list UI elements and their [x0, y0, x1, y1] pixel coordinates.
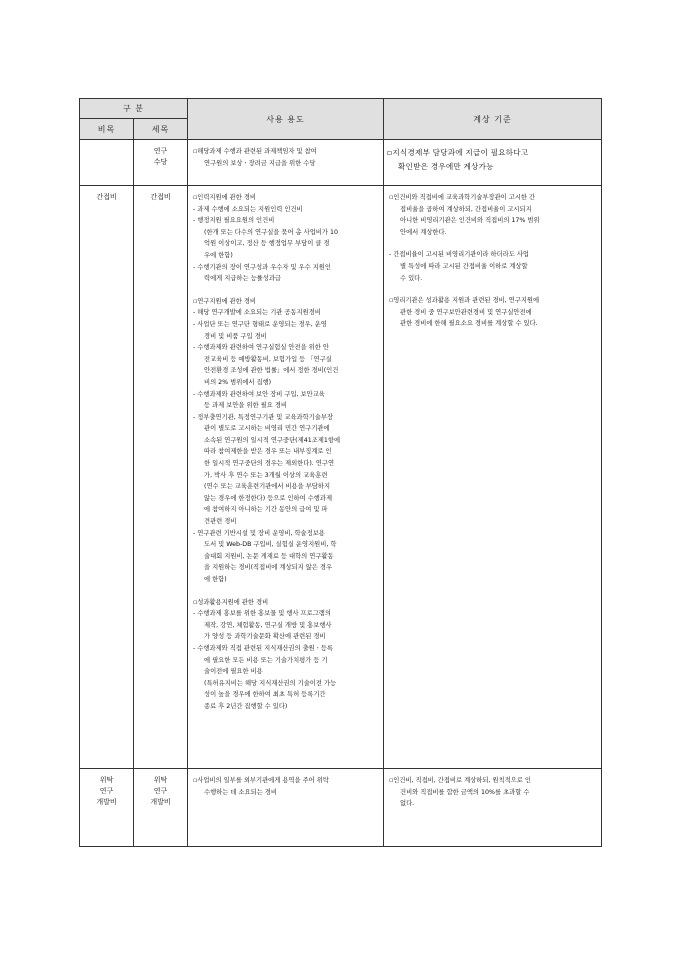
- text-line: 없다.: [400, 800, 415, 808]
- text-line: 우에 한함): [204, 251, 233, 259]
- text-line: 에 필요한 모든 비용 또는 기술가치평가 등 기: [204, 656, 328, 664]
- row3-semok-line: 연구: [153, 787, 168, 795]
- text-line: ▫연구지원에 관한 경비: [193, 297, 257, 305]
- text-line: ▫영리기관은 성과활용 지원과 관련된 경비, 연구지원에: [389, 297, 540, 305]
- text-line: ▫성과활용지원에 관한 경비: [193, 598, 269, 606]
- text-line: 연구원의 보상ㆍ장려금 지급을 위한 수당: [204, 159, 316, 167]
- text-line: 접비율을 곱하여 계상하되, 간접비율이 고시되지: [400, 205, 532, 213]
- text-line: 관한 경비에 한해 필요소요 경비를 계상할 수 있다.: [400, 320, 538, 328]
- text-line: 전교육비 등 예방활동비, 보험가입 등 「연구실: [204, 355, 332, 363]
- row2-semok-line: 간접비: [150, 193, 171, 201]
- text-line: 아니한 비영리기관은 인건비와 직접비의 17% 범위: [400, 217, 540, 225]
- table-row: [80, 769, 602, 847]
- text-line: - 수행과제와 직접 관련된 지식재산권의 출원ㆍ등록: [193, 644, 334, 652]
- paragraph-gap: [193, 586, 378, 597]
- row3-bimok-line: 위탁: [99, 776, 114, 784]
- text-line: - 수행과제와 관련하여 보안 장비 구입, 보안교육: [193, 390, 325, 398]
- header-gubun: 구 분: [80, 99, 188, 119]
- text-line: 별 특성에 따라 고시된 간접비율 이하로 계상할: [400, 262, 528, 270]
- row3-usage: [188, 769, 384, 847]
- text-line: 않는 경우에 한정한다) 등으로 인하여 수행과제: [204, 494, 333, 502]
- row1-semok: [134, 140, 188, 186]
- table-row: [80, 140, 602, 186]
- text-line: - 해당 연구개발에 소요되는 기관 공동지원경비: [193, 309, 321, 317]
- row2-usage: [188, 186, 384, 769]
- text-line: 을 지원하는 경비(직접비에 계상되지 않은 경우: [204, 564, 333, 572]
- row3-semok-line: 개발비: [150, 798, 171, 806]
- text-line: 성이 높을 경우에 한하여 최초 특허 등록기간: [204, 691, 326, 699]
- text-line: 가 양성 등 과학기술문화 확산에 관련된 경비: [204, 633, 326, 641]
- text-line: - 수행과제와 관련하여 연구실험실 안전을 위한 안: [193, 344, 329, 352]
- text-line: 한 일시적 연구중단의 경우는 제외한다). 연구연: [204, 460, 335, 468]
- text-line: - 수행과제 홍보를 위한 홍보물 및 행사 프로그램의: [193, 610, 331, 618]
- text-line: 확인받은 경우에만 계상가능: [398, 162, 494, 171]
- header-semok: 세목: [134, 119, 188, 140]
- row3-bimok-line: 연구: [99, 787, 114, 795]
- row1-bimok: [80, 140, 134, 186]
- text-line: 억원 이상이고, 정산 등 행정업무 부담이 클 경: [204, 240, 330, 248]
- text-line: ▫사업비의 일부를 외부기관에게 용역을 주어 위탁: [193, 777, 329, 784]
- text-line: 관한 경비 중 연구보안관련경비 및 연구실안전에: [400, 308, 532, 316]
- text-line: 경비 및 비품 구입 경비: [204, 332, 267, 340]
- text-line: - 연구관련 기반시설 및 장비 운영비, 학술정보용: [193, 529, 325, 537]
- text-line: 력에게 지급하는 능률성과급: [204, 275, 281, 283]
- text-line: - 행정지원 필요요원의 인건비: [193, 217, 275, 225]
- row3-criteria: [384, 769, 602, 847]
- text-line: ▫해당과제 수행과 관련된 과제책임자 및 참여: [193, 148, 317, 155]
- budget-table: [79, 98, 602, 847]
- text-line: - 과제 수행에 소요되는 지원인력 인건비: [193, 205, 303, 213]
- table-row: [80, 186, 602, 769]
- row1-criteria: [384, 140, 602, 186]
- text-line: 안전환경 조성에 관한 법률」에서 정한 경비(인건: [204, 367, 339, 375]
- text-line: 건비와 직접비를 합한 금액의 10%를 초과할 수: [400, 788, 530, 796]
- text-line: - 간접비율이 고시된 비영리기관이라 하더라도 사업: [389, 251, 530, 259]
- text-line: - 수행기관의 장이 연구성과 우수자 및 우수 지원인: [193, 263, 331, 271]
- header-criteria: 계상 기준: [384, 99, 602, 140]
- header-usage: 사용 용도: [188, 99, 384, 140]
- text-line: (연수 또는 교육훈련기관에서 비용을 부담하지: [204, 483, 331, 491]
- text-line: 따라 참여제한을 받은 경우 또는 내부징계로 인: [204, 448, 332, 456]
- text-line: (특허유지비는 해당 지식재산권의 기술이전 가능: [204, 679, 337, 687]
- row2-bimok: 간접비: [80, 186, 134, 769]
- text-line: (한개 또는 다수의 연구실을 묶어 총 사업비가 10: [204, 228, 338, 236]
- row3-bimok: [80, 769, 134, 847]
- text-line: 비의 2% 범위에서 집행): [204, 378, 272, 386]
- row1-usage: [188, 140, 384, 186]
- text-line: 수행하는 데 소요되는 경비: [204, 788, 277, 796]
- text-line: 종료 후 2년간 집행할 수 있다): [204, 702, 288, 710]
- text-line: 관이 별도로 고시하는 비영리 민간 연구기관에: [204, 425, 330, 433]
- text-line: 술대회 지원비, 논문 게재료 등 대학의 연구활동: [204, 552, 334, 560]
- text-line: 수 있다.: [400, 274, 423, 282]
- text-line: 가, 박사 후 연수 또는 3개월 이상의 교육훈련: [204, 471, 328, 479]
- text-line: 안에서 계상한다.: [400, 228, 447, 236]
- text-line: ▫인력지원에 관한 경비: [193, 194, 257, 201]
- text-line: 술이전에 필요한 비용: [204, 668, 263, 676]
- text-line: 에 참여하지 아니하는 기간 동안의 급여 및 파: [204, 506, 328, 514]
- text-line: - 정부출연기관, 특정연구기관 및 교육과학기술부장: [193, 413, 334, 421]
- text-line: ▫인건비와 직접비에 교육과학기술부장관이 고시한 간: [389, 194, 536, 201]
- text-line: 도서 및 Web-DB 구입비, 실험실 운영지원비, 학: [204, 541, 337, 549]
- row1-semok-line: 수당: [153, 158, 168, 166]
- header-bimok: 비목: [80, 119, 134, 140]
- paragraph-gap: [389, 284, 596, 295]
- row2-criteria: [384, 186, 602, 769]
- text-line: 견관련 경비: [204, 518, 237, 526]
- row3-semok: [134, 769, 188, 847]
- text-line: 제작, 강연, 체험활동, 연구실 개방 및 홍보행사: [204, 621, 332, 629]
- text-line: ▫지식경제부 담당과에 지급이 필요하다고: [387, 148, 529, 157]
- text-line: 에 한함): [204, 576, 227, 583]
- text-line: ▫인건비, 직접비, 간접비로 계상하되, 원칙적으로 인: [389, 777, 531, 784]
- paragraph-gap: [193, 285, 378, 296]
- row2-semok: [134, 186, 188, 769]
- row3-semok-line: 위탁: [153, 776, 168, 784]
- row3-bimok-line: 개발비: [96, 798, 117, 806]
- row1-semok-line: 연구: [153, 147, 168, 155]
- text-line: 등 과제 보안을 위한 필요 경비: [204, 402, 288, 410]
- text-line: 소속된 연구원의 일시적 연구중단(제41조제1항에: [204, 436, 341, 444]
- paragraph-gap: [389, 238, 596, 249]
- text-line: - 사업단 또는 연구단 형태로 운영되는 경우, 운영: [193, 320, 327, 328]
